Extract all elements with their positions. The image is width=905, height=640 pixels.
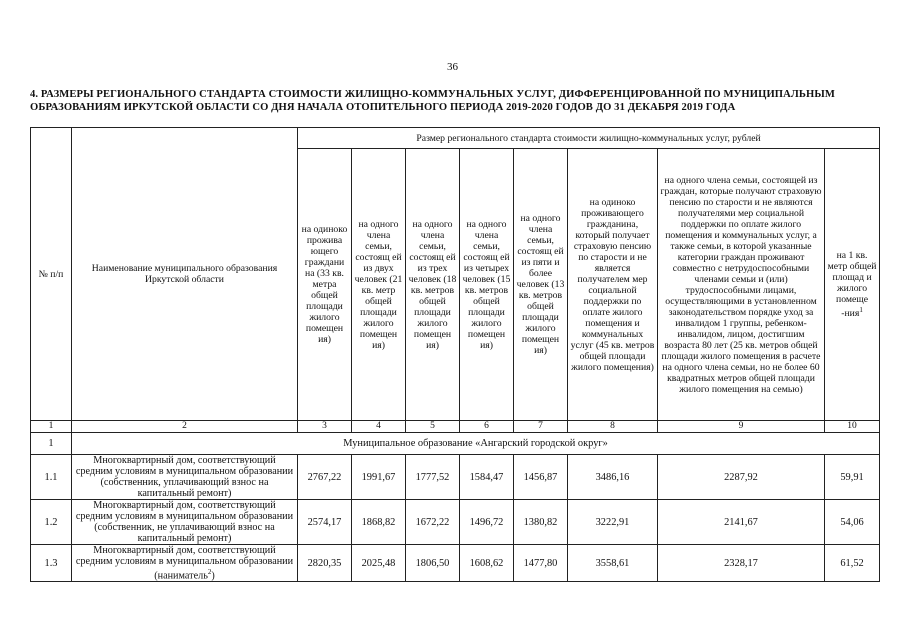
header-col-10-text: на 1 кв. метр общей площад и жилого помеще -ния — [827, 249, 877, 320]
row-name-end: ) — [211, 570, 215, 582]
header-col-7: на одного члена семьи, состоящ ей из пяти и более человек (13 кв. метров общей площади жилого помещен ия) — [514, 149, 568, 421]
column-number: 5 — [406, 421, 460, 433]
cell-col-8: 3486,16 — [568, 455, 658, 500]
cell-col-7: 1477,80 — [514, 545, 568, 582]
cell-col-8: 3222,91 — [568, 500, 658, 545]
header-col-5: на одного члена семьи, состоящ ей из трех человек (18 кв. метров общей площади жилого помещен ия) — [406, 149, 460, 421]
column-number: 7 — [514, 421, 568, 433]
section-index: 1 — [31, 433, 72, 455]
header-col-6: на одного члена семьи, состоящ ей из четырех человек (15 кв. метров общей площади жилого помещен ия) — [460, 149, 514, 421]
row-index: 1.2 — [31, 500, 72, 545]
row-name: Многоквартирный дом, соответствующий средним условиям в муниципальном образовании (собственник, уплачивающий взнос на капитальный ремонт) — [72, 455, 298, 500]
column-number: 8 — [568, 421, 658, 433]
cell-col-4: 2025,48 — [352, 545, 406, 582]
cell-col-5: 1806,50 — [406, 545, 460, 582]
column-number: 6 — [460, 421, 514, 433]
cell-col-5: 1777,52 — [406, 455, 460, 500]
cell-col-3: 2574,17 — [298, 500, 352, 545]
row-name — [72, 545, 298, 582]
cell-col-5: 1672,22 — [406, 500, 460, 545]
header-row-top — [31, 128, 880, 149]
cell-col-9: 2328,17 — [658, 545, 825, 582]
footnote-marker: 1 — [859, 305, 863, 314]
column-numbering-row — [31, 421, 880, 433]
section-row — [31, 433, 880, 455]
table-row — [31, 455, 880, 500]
cell-col-3: 2820,35 — [298, 545, 352, 582]
header-col-municipality: Наименование муниципального образования Иркутской области — [72, 128, 298, 421]
header-col-number: № п/п — [31, 128, 72, 421]
document-title — [30, 88, 878, 114]
cell-col-10: 59,91 — [825, 455, 880, 500]
column-number: 9 — [658, 421, 825, 433]
column-number: 1 — [31, 421, 72, 433]
table-row — [31, 500, 880, 545]
cell-col-4: 1868,82 — [352, 500, 406, 545]
row-name-text: Многоквартирный дом, соответствующий средним условиям в муниципальном образовании (наниматель — [75, 545, 294, 582]
page-number: 36 — [447, 61, 458, 73]
cell-col-8: 3558,61 — [568, 545, 658, 582]
cell-col-10: 61,52 — [825, 545, 880, 582]
header-group-cost-standard: Размер регионального стандарта стоимости жилищно-коммунальных услуг, рублей — [298, 128, 880, 149]
cost-standard-table — [30, 127, 880, 582]
row-name: Многоквартирный дом, соответствующий средним условиям в муниципальном образовании (собственник, не уплачивающий взнос на капитальный ремонт) — [72, 500, 298, 545]
cell-col-7: 1456,87 — [514, 455, 568, 500]
cell-col-9: 2141,67 — [658, 500, 825, 545]
document-title-line-2: ОБРАЗОВАНИЯМ ИРКУТСКОЙ ОБЛАСТИ СО ДНЯ НАЧАЛА ОТОПИТЕЛЬНОГО ПЕРИОДА 2019-2020 ГОДОВ ДО 31 ДЕКАБРЯ 2019 ГОДА — [30, 102, 736, 113]
cell-col-6: 1608,62 — [460, 545, 514, 582]
section-label: Муниципальное образование «Ангарский городской округ» — [72, 433, 880, 455]
column-number: 2 — [72, 421, 298, 433]
cell-col-10: 54,06 — [825, 500, 880, 545]
header-col-3: на одиноко прожива ющего граждани на (33 кв. метра общей площади жилого помещен ия) — [298, 149, 352, 421]
header-col-9: на одного члена семьи, состоящей из граждан, которые получают страховую пенсию по старости и не являются получателями мер социальной поддержки по оплате жилого помещения и коммунальных услуг, а также семьи, в которой указанные категории граждан проживают совместно с нетрудоспособными членами семьи и (или) трудоспособными лицами, осуществляющими в установленном законодательством порядке уход за инвалидом 1 группы, ребенком-инвалидом, лицом, достигшим возраста 80 лет (25 кв. метров общей площади жилого помещения в расчете на одного члена семьи, но не более 60 квадратных метров общей площади жилого помещения на семью) — [658, 149, 825, 421]
cell-col-9: 2287,92 — [658, 455, 825, 500]
document-title-line-1: 4. РАЗМЕРЫ РЕГИОНАЛЬНОГО СТАНДАРТА СТОИМОСТИ ЖИЛИЩНО-КОММУНАЛЬНЫХ УСЛУГ, ДИФФЕРЕНЦИРОВАННОЙ ПО МУНИЦИПАЛЬНЫМ — [30, 89, 835, 100]
row-index: 1.1 — [31, 455, 72, 500]
header-col-10 — [825, 149, 880, 421]
cell-col-3: 2767,22 — [298, 455, 352, 500]
table-row — [31, 545, 880, 582]
row-index: 1.3 — [31, 545, 72, 582]
column-number: 4 — [352, 421, 406, 433]
column-number: 10 — [825, 421, 880, 433]
column-number: 3 — [298, 421, 352, 433]
header-col-8: на одиноко проживающего гражданина, который получает страховую пенсию по старости и не является получателем мер социальной поддержки по оплате жилого помещения и коммунальных услуг (45 кв. метров общей площади жилого помещения) — [568, 149, 658, 421]
footnote-marker: 2 — [207, 568, 212, 576]
cell-col-7: 1380,82 — [514, 500, 568, 545]
cell-col-6: 1496,72 — [460, 500, 514, 545]
cell-col-6: 1584,47 — [460, 455, 514, 500]
header-col-4: на одного члена семьи, состоящ ей из двух человек (21 кв. метр общей площади жилого помещен ия) — [352, 149, 406, 421]
cell-col-4: 1991,67 — [352, 455, 406, 500]
